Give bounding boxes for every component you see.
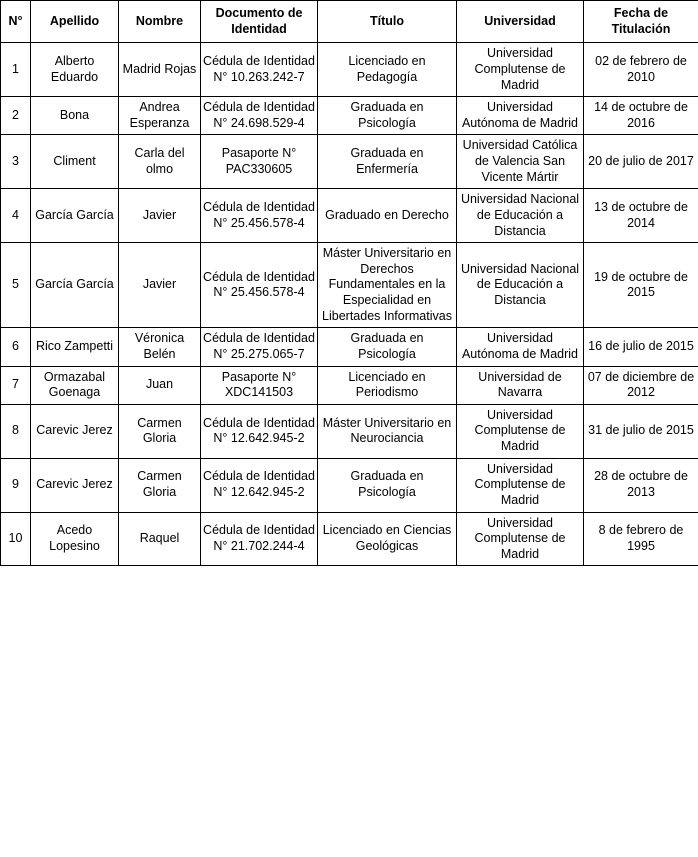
cell-documento: Cédula de Identidad N° 25.456.578-4 <box>201 189 318 243</box>
table-row <box>1 97 698 135</box>
cell-apellido: García García <box>31 189 119 243</box>
cell-apellido: Rico Zampetti <box>31 328 119 366</box>
table-header <box>1 1 698 43</box>
cell-nombre: Carmen Gloria <box>119 458 201 512</box>
cell-number: 1 <box>1 43 31 97</box>
cell-number: 2 <box>1 97 31 135</box>
cell-documento: Pasaporte N° XDC141503 <box>201 366 318 404</box>
column-header-documento: Documento de Identidad <box>201 1 318 43</box>
cell-fecha: 31 de julio de 2015 <box>584 404 698 458</box>
cell-documento: Cédula de Identidad N° 24.698.529-4 <box>201 97 318 135</box>
cell-titulo: Graduada en Enfermería <box>318 135 457 189</box>
cell-fecha: 8 de febrero de 1995 <box>584 512 698 566</box>
cell-apellido: Ormazabal Goenaga <box>31 366 119 404</box>
cell-apellido: Carevic Jerez <box>31 458 119 512</box>
table-row <box>1 189 698 243</box>
cell-apellido: Climent <box>31 135 119 189</box>
cell-fecha: 20 de julio de 2017 <box>584 135 698 189</box>
cell-universidad: Universidad Católica de Valencia San Vicente Mártir <box>457 135 584 189</box>
table-row <box>1 366 698 404</box>
cell-documento: Cédula de Identidad N° 25.456.578-4 <box>201 243 318 328</box>
cell-fecha: 16 de julio de 2015 <box>584 328 698 366</box>
cell-apellido: Bona <box>31 97 119 135</box>
table-row <box>1 243 698 328</box>
table-row <box>1 458 698 512</box>
cell-universidad: Universidad Autónoma de Madrid <box>457 97 584 135</box>
column-header-nombre: Nombre <box>119 1 201 43</box>
table-row <box>1 135 698 189</box>
cell-titulo: Graduada en Psicología <box>318 97 457 135</box>
cell-nombre: Javier <box>119 243 201 328</box>
cell-apellido: Acedo Lopesino <box>31 512 119 566</box>
cell-fecha: 28 de octubre de 2013 <box>584 458 698 512</box>
cell-titulo: Licenciado en Periodismo <box>318 366 457 404</box>
table-header-row <box>1 1 698 43</box>
cell-documento: Cédula de Identidad N° 21.702.244-4 <box>201 512 318 566</box>
cell-nombre: Andrea Esperanza <box>119 97 201 135</box>
cell-documento: Cédula de Identidad N° 12.642.945-2 <box>201 404 318 458</box>
cell-apellido: Alberto Eduardo <box>31 43 119 97</box>
cell-universidad: Universidad Nacional de Educación a Distancia <box>457 243 584 328</box>
cell-titulo: Licenciado en Ciencias Geológicas <box>318 512 457 566</box>
cell-documento: Cédula de Identidad N° 12.642.945-2 <box>201 458 318 512</box>
cell-titulo: Máster Universitario en Derechos Fundamentales en la Especialidad en Libertades Informativas <box>318 243 457 328</box>
cell-nombre: Javier <box>119 189 201 243</box>
cell-titulo: Licenciado en Pedagogía <box>318 43 457 97</box>
cell-nombre: Madrid Rojas <box>119 43 201 97</box>
cell-number: 7 <box>1 366 31 404</box>
cell-fecha: 02 de febrero de 2010 <box>584 43 698 97</box>
cell-documento: Pasaporte N° PAC330605 <box>201 135 318 189</box>
cell-nombre: Juan <box>119 366 201 404</box>
table-row <box>1 328 698 366</box>
cell-documento: Cédula de Identidad N° 10.263.242-7 <box>201 43 318 97</box>
cell-universidad: Universidad de Navarra <box>457 366 584 404</box>
cell-fecha: 07 de diciembre de 2012 <box>584 366 698 404</box>
cell-number: 8 <box>1 404 31 458</box>
table-body <box>1 43 698 566</box>
cell-universidad: Universidad Autónoma de Madrid <box>457 328 584 366</box>
cell-number: 4 <box>1 189 31 243</box>
column-header-fecha: Fecha de Titulación <box>584 1 698 43</box>
column-header-titulo: Título <box>318 1 457 43</box>
cell-documento: Cédula de Identidad N° 25.275.065-7 <box>201 328 318 366</box>
cell-fecha: 14 de octubre de 2016 <box>584 97 698 135</box>
cell-nombre: Raquel <box>119 512 201 566</box>
cell-titulo: Máster Universitario en Neurociancia <box>318 404 457 458</box>
cell-universidad: Universidad Complutense de Madrid <box>457 43 584 97</box>
cell-universidad: Universidad Complutense de Madrid <box>457 512 584 566</box>
table-row <box>1 43 698 97</box>
cell-fecha: 13 de octubre de 2014 <box>584 189 698 243</box>
cell-nombre: Carla del olmo <box>119 135 201 189</box>
cell-titulo: Graduada en Psicología <box>318 458 457 512</box>
cell-universidad: Universidad Complutense de Madrid <box>457 458 584 512</box>
table-row <box>1 512 698 566</box>
table-row <box>1 404 698 458</box>
cell-apellido: García García <box>31 243 119 328</box>
column-header-apellido: Apellido <box>31 1 119 43</box>
cell-number: 6 <box>1 328 31 366</box>
cell-apellido: Carevic Jerez <box>31 404 119 458</box>
cell-titulo: Graduada en Psicología <box>318 328 457 366</box>
cell-universidad: Universidad Complutense de Madrid <box>457 404 584 458</box>
cell-nombre: Carmen Gloria <box>119 404 201 458</box>
cell-number: 10 <box>1 512 31 566</box>
cell-fecha: 19 de octubre de 2015 <box>584 243 698 328</box>
cell-number: 3 <box>1 135 31 189</box>
cell-nombre: Véronica Belén <box>119 328 201 366</box>
cell-universidad: Universidad Nacional de Educación a Distancia <box>457 189 584 243</box>
column-header-number: N° <box>1 1 31 43</box>
cell-number: 5 <box>1 243 31 328</box>
cell-titulo: Graduado en Derecho <box>318 189 457 243</box>
cell-number: 9 <box>1 458 31 512</box>
column-header-universidad: Universidad <box>457 1 584 43</box>
